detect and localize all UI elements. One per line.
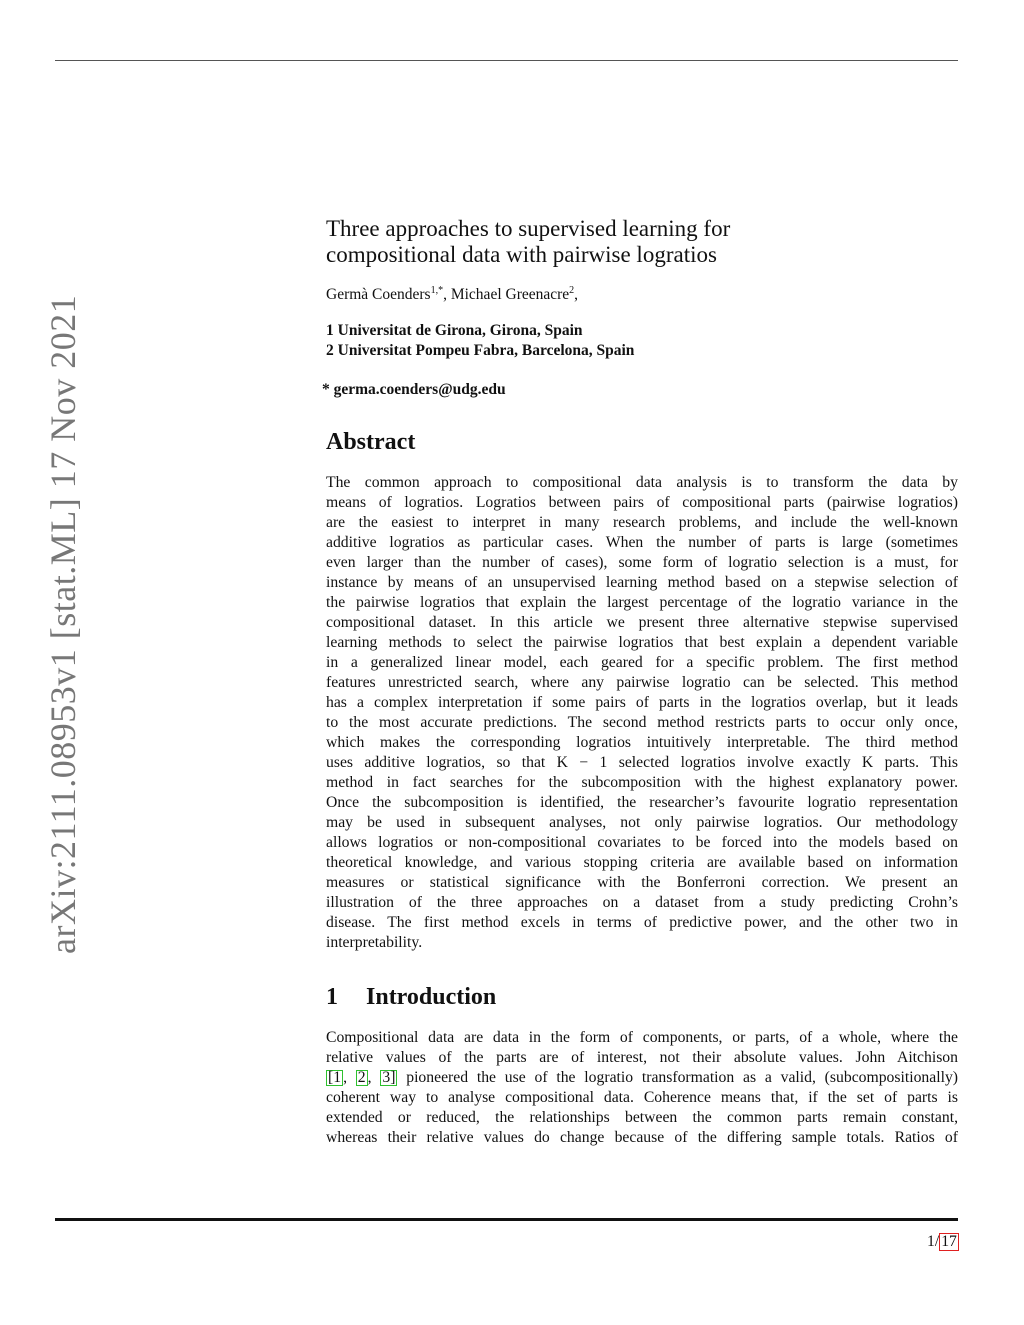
text-line: interpretability. [326, 934, 423, 951]
citation-separator: , [367, 1069, 381, 1086]
text-line: Once the subcomposition is identified, the researcher’s favourite logratio representation [326, 794, 958, 811]
author-list [326, 285, 958, 305]
author-name: Germà Coenders [326, 286, 431, 303]
text-line: may be used in subsequent analyses, not only pairwise logratios. Our methodology [326, 814, 958, 831]
text-line: instance by means of an unsupervised learning method based on a stepwise selection of [326, 574, 958, 591]
title-line: Three approaches to supervised learning for [326, 216, 731, 241]
text-line: coherent way to analyse compositional data. Coherence means that, if the set of parts is [326, 1089, 958, 1106]
text-line: relative values of the parts are of interest, not their absolute values. John Aitchison [326, 1049, 958, 1066]
citation-link[interactable] [356, 1070, 368, 1086]
text-line: illustration of the three approaches on a dataset from a study predicting Crohn’s [326, 894, 958, 911]
citation-bracket: ] [390, 1069, 396, 1086]
section-number: 1 [326, 984, 338, 1010]
introduction-heading [326, 983, 958, 1011]
total-pages-link[interactable]: 17 [941, 1233, 957, 1250]
text-line: the pairwise logratios that explain the largest percentage of the logratio variance in the [326, 594, 958, 611]
paper-body [322, 216, 959, 1148]
citation-number: 3 [382, 1069, 391, 1086]
affiliation: 1 Universitat de Girona, Girona, Spain [326, 322, 583, 339]
text-line: The common approach to compositional data analysis is to transform the data by [326, 474, 958, 491]
affiliation: 2 Universitat Pompeu Fabra, Barcelona, Spain [326, 342, 635, 359]
text-line: even larger than the number of cases), some form of logratio selection is a must, for [326, 554, 958, 571]
citation-link[interactable] [326, 1070, 343, 1086]
header-rule [55, 60, 958, 61]
text-line-with-citations [326, 1068, 958, 1088]
text-line: features unrestricted search, where any pairwise logratio can be selected. This method [326, 674, 958, 691]
text-line: means of logratios. Logratios between pairs of compositional parts (pairwise logratios) [326, 494, 958, 511]
text-line: allows logratios or non-compositional covariates to be forced into the models based on [326, 834, 958, 851]
citation-number: 2 [357, 1069, 366, 1086]
text-line: compositional dataset. In this article we present three alternative stepwise supervised [326, 614, 958, 631]
text-line: measures or statistical significance with the Bonferroni correction. We present an [326, 874, 958, 891]
citation-bracket: [ [328, 1069, 334, 1086]
introduction-text [326, 1028, 958, 1148]
footer-rule [55, 1218, 958, 1221]
text-line: in a generalized linear model, each geared for a specific problem. The first method [326, 654, 958, 671]
author-affiliation-marker: 1,* [430, 284, 444, 296]
text-line: has a complex interpretation if some pairs of parts in the logratios overlap, but it leads [326, 694, 958, 711]
text-line: learning methods to select the pairwise logratios that best explain a dependent variable [326, 634, 958, 651]
author-name: , Michael Greenacre [443, 286, 570, 303]
author-affiliation-marker: 2 [569, 284, 575, 296]
text-line: additive logratios as particular cases. When the number of parts is large (sometimes [326, 534, 958, 551]
abstract-text [326, 473, 958, 953]
text-line: theoretical knowledge, and various stopping criteria are available based on information [326, 854, 958, 871]
text-line: method in fact searches for the subcomposition with the highest explanatory power. [326, 774, 958, 791]
text-line: are the easiest to interpret in many research problems, and include the well-known [326, 514, 958, 531]
section-title: Introduction [366, 984, 497, 1010]
text-line: disease. The first method excels in terms of predictive power, and the other two in [326, 914, 958, 931]
affiliations [326, 321, 958, 361]
author-separator: , [574, 286, 579, 303]
text-line: Compositional data are data in the form of components, or parts, of a whole, where the [326, 1029, 958, 1046]
citation-separator: , [343, 1069, 356, 1086]
text-line: uses additive logratios, so that K − 1 selected logratios involve exactly K parts. This [326, 754, 958, 771]
arxiv-identifier-stamp: arXiv:2111.08953v1 [stat.ML] 17 Nov 2021 [43, 294, 83, 954]
current-page: 1 [927, 1233, 935, 1250]
corresponding-email: * germa.coenders@udg.edu [322, 381, 506, 398]
title-line: compositional data with pairwise logratios [326, 242, 717, 267]
abstract-heading: Abstract [326, 429, 416, 455]
page-number: 1/ 17 [927, 1233, 957, 1250]
text-line-rest: pioneered the use of the logratio transformation as a valid, (subcompositionally) [397, 1069, 959, 1086]
text-line: extended or reduced, the relationships between the common parts remain constant, [326, 1109, 958, 1126]
text-line: whereas their relative values do change because of the differing sample totals. Ratios of [326, 1129, 958, 1146]
citation-number: 1 [333, 1069, 342, 1086]
text-line: to the most accurate predictions. The second method restricts parts to occur only once, [326, 714, 958, 731]
citation-link[interactable] [380, 1070, 397, 1086]
text-line: which makes the corresponding logratios intuitively interpretable. The third method [326, 734, 958, 751]
paper-title [326, 216, 958, 268]
